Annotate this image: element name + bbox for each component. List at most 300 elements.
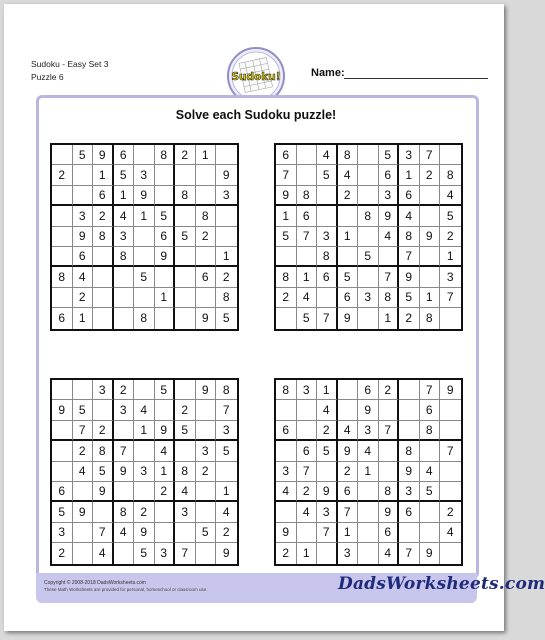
sudoku-cell[interactable]: 4 [216,502,237,522]
sudoku-cell[interactable] [196,502,217,522]
sudoku-cell[interactable]: 4 [338,421,359,441]
sudoku-cell[interactable]: 1 [73,308,94,328]
sudoku-cell[interactable] [297,421,318,441]
sudoku-cell[interactable]: 4 [276,482,297,502]
sudoku-cell[interactable]: 1 [134,206,155,226]
sudoku-cell[interactable] [216,227,237,247]
sudoku-cell[interactable]: 3 [114,400,135,420]
sudoku-cell[interactable]: 9 [52,400,73,420]
sudoku-cell[interactable] [338,400,359,420]
sudoku-cell[interactable] [420,186,441,206]
sudoku-cell[interactable]: 6 [276,145,297,165]
sudoku-cell[interactable]: 9 [155,247,176,267]
sudoku-cell[interactable] [175,247,196,267]
sudoku-cell[interactable] [73,165,94,185]
sudoku-cell[interactable] [175,267,196,287]
sudoku-cell[interactable]: 8 [93,441,114,461]
sudoku-cell[interactable]: 2 [52,543,73,563]
sudoku-cell[interactable] [358,543,379,563]
sudoku-cell[interactable]: 2 [297,482,318,502]
sudoku-cell[interactable] [52,462,73,482]
sudoku-cell[interactable]: 2 [379,380,400,400]
sudoku-cell[interactable] [155,267,176,287]
sudoku-cell[interactable]: 7 [379,267,400,287]
sudoku-cell[interactable]: 1 [216,247,237,267]
sudoku-cell[interactable]: 4 [399,206,420,226]
sudoku-cell[interactable]: 3 [276,462,297,482]
sudoku-cell[interactable]: 4 [379,227,400,247]
sudoku-cell[interactable]: 3 [297,380,318,400]
sudoku-cell[interactable] [196,165,217,185]
sudoku-cell[interactable]: 2 [196,227,217,247]
sudoku-cell[interactable]: 5 [93,462,114,482]
sudoku-cell[interactable]: 2 [216,523,237,543]
sudoku-cell[interactable]: 2 [276,543,297,563]
sudoku-cell[interactable]: 4 [379,543,400,563]
sudoku-cell[interactable] [379,462,400,482]
sudoku-cell[interactable]: 1 [399,165,420,185]
sudoku-cell[interactable] [358,165,379,185]
sudoku-cell[interactable]: 2 [276,288,297,308]
sudoku-cell[interactable]: 7 [440,288,461,308]
sudoku-cell[interactable]: 5 [73,400,94,420]
sudoku-cell[interactable]: 4 [114,206,135,226]
sudoku-cell[interactable] [93,288,114,308]
sudoku-cell[interactable]: 3 [134,462,155,482]
sudoku-cell[interactable]: 9 [317,482,338,502]
sudoku-cell[interactable]: 6 [297,206,318,226]
sudoku-cell[interactable] [114,267,135,287]
sudoku-cell[interactable] [358,186,379,206]
sudoku-cell[interactable] [297,165,318,185]
sudoku-cell[interactable]: 1 [358,462,379,482]
sudoku-cell[interactable]: 9 [73,227,94,247]
sudoku-cell[interactable]: 4 [175,482,196,502]
sudoku-cell[interactable] [440,308,461,328]
sudoku-cell[interactable]: 3 [175,502,196,522]
sudoku-cell[interactable] [379,247,400,267]
sudoku-cell[interactable] [420,502,441,522]
sudoku-cell[interactable]: 6 [276,421,297,441]
sudoku-cell[interactable]: 6 [338,482,359,502]
sudoku-cell[interactable]: 2 [175,400,196,420]
sudoku-cell[interactable]: 8 [134,308,155,328]
sudoku-cell[interactable]: 5 [317,441,338,461]
sudoku-cell[interactable] [440,482,461,502]
sudoku-cell[interactable] [155,400,176,420]
sudoku-cell[interactable] [440,400,461,420]
sudoku-cell[interactable]: 4 [114,523,135,543]
sudoku-cell[interactable]: 1 [196,145,217,165]
sudoku-cell[interactable] [175,206,196,226]
sudoku-cell[interactable]: 2 [420,165,441,185]
sudoku-cell[interactable] [52,145,73,165]
brand-logo[interactable]: DadsWorksheets.com [338,574,545,594]
sudoku-cell[interactable]: 7 [216,400,237,420]
sudoku-cell[interactable] [196,400,217,420]
sudoku-cell[interactable] [52,206,73,226]
sudoku-cell[interactable]: 8 [175,186,196,206]
sudoku-cell[interactable]: 6 [155,227,176,247]
sudoku-cell[interactable] [134,380,155,400]
sudoku-cell[interactable]: 6 [196,267,217,287]
sudoku-cell[interactable] [52,288,73,308]
sudoku-cell[interactable]: 5 [420,482,441,502]
sudoku-cell[interactable]: 3 [338,543,359,563]
sudoku-cell[interactable]: 1 [297,267,318,287]
sudoku-cell[interactable]: 6 [52,308,73,328]
sudoku-cell[interactable]: 2 [114,380,135,400]
sudoku-cell[interactable]: 5 [297,308,318,328]
sudoku-cell[interactable] [317,206,338,226]
sudoku-cell[interactable]: 2 [73,441,94,461]
sudoku-cell[interactable]: 1 [338,227,359,247]
sudoku-cell[interactable]: 8 [358,206,379,226]
sudoku-cell[interactable]: 1 [155,462,176,482]
sudoku-cell[interactable]: 4 [155,441,176,461]
sudoku-cell[interactable]: 3 [379,186,400,206]
sudoku-cell[interactable] [134,441,155,461]
sudoku-cell[interactable] [196,186,217,206]
sudoku-cell[interactable] [317,288,338,308]
sudoku-cell[interactable]: 4 [317,400,338,420]
sudoku-cell[interactable]: 7 [399,247,420,267]
sudoku-cell[interactable] [155,523,176,543]
sudoku-cell[interactable]: 6 [358,380,379,400]
sudoku-cell[interactable]: 5 [114,165,135,185]
sudoku-cell[interactable] [276,308,297,328]
sudoku-cell[interactable]: 3 [196,441,217,461]
sudoku-cell[interactable] [358,308,379,328]
sudoku-cell[interactable]: 1 [317,380,338,400]
sudoku-cell[interactable]: 5 [155,380,176,400]
sudoku-cell[interactable] [73,186,94,206]
sudoku-cell[interactable]: 9 [222,546,230,561]
sudoku-cell[interactable] [338,206,359,226]
sudoku-cell[interactable] [358,145,379,165]
sudoku-cell[interactable]: 4 [297,502,318,522]
sudoku-cell[interactable]: 8 [379,288,400,308]
sudoku-cell[interactable] [358,523,379,543]
sudoku-cell[interactable] [155,308,176,328]
sudoku-cell[interactable]: 6 [399,502,420,522]
sudoku-cell[interactable]: 2 [52,165,73,185]
sudoku-cell[interactable]: 1 [420,288,441,308]
sudoku-cell[interactable] [276,441,297,461]
sudoku-cell[interactable]: 4 [440,523,461,543]
sudoku-cell[interactable]: 7 [420,380,441,400]
sudoku-cell[interactable]: 6 [73,247,94,267]
sudoku-cell[interactable]: 2 [134,502,155,522]
sudoku-cell[interactable]: 3 [399,145,420,165]
sudoku-cell[interactable]: 9 [338,308,359,328]
sudoku-cell[interactable]: 4 [73,267,94,287]
sudoku-cell[interactable]: 7 [175,543,196,563]
sudoku-cell[interactable]: 9 [196,308,217,328]
sudoku-cell[interactable]: 3 [155,543,176,563]
sudoku-cell[interactable]: 2 [440,227,461,247]
sudoku-cell[interactable]: 3 [440,267,461,287]
sudoku-cell[interactable]: 7 [276,165,297,185]
sudoku-cell[interactable]: 8 [276,380,297,400]
sudoku-cell[interactable] [317,186,338,206]
sudoku-cell[interactable] [440,543,461,563]
sudoku-cell[interactable]: 6 [297,441,318,461]
sudoku-cell[interactable] [276,247,297,267]
sudoku-cell[interactable]: 2 [338,462,359,482]
sudoku-cell[interactable]: 8 [114,247,135,267]
sudoku-cell[interactable] [297,400,318,420]
sudoku-cell[interactable]: 8 [297,186,318,206]
sudoku-cell[interactable] [155,186,176,206]
sudoku-cell[interactable]: 2 [317,421,338,441]
sudoku-cell[interactable] [399,523,420,543]
sudoku-cell[interactable] [317,543,338,563]
sudoku-cell[interactable]: 4 [134,400,155,420]
sudoku-cell[interactable]: 5 [358,247,379,267]
sudoku-cell[interactable] [114,288,135,308]
sudoku-cell[interactable] [175,288,196,308]
sudoku-cell[interactable]: 5 [440,206,461,226]
sudoku-cell[interactable] [196,482,217,502]
sudoku-cell[interactable] [52,227,73,247]
sudoku-cell[interactable]: 9 [134,523,155,543]
sudoku-cell[interactable] [338,380,359,400]
sudoku-cell[interactable] [420,523,441,543]
sudoku-cell[interactable]: 6 [420,400,441,420]
sudoku-cell[interactable] [297,247,318,267]
sudoku-cell[interactable] [440,462,461,482]
sudoku-cell[interactable]: 9 [338,441,359,461]
sudoku-cell[interactable]: 1 [134,421,155,441]
sudoku-cell[interactable]: 8 [379,482,400,502]
sudoku-cell[interactable] [358,227,379,247]
sudoku-cell[interactable]: 9 [399,267,420,287]
sudoku-cell[interactable] [175,523,196,543]
sudoku-cell[interactable] [93,267,114,287]
sudoku-cell[interactable] [134,482,155,502]
sudoku-cell[interactable] [196,421,217,441]
sudoku-cell[interactable]: 7 [114,441,135,461]
sudoku-cell[interactable]: 7 [297,462,318,482]
sudoku-cell[interactable] [134,227,155,247]
sudoku-cell[interactable]: 1 [216,482,237,502]
sudoku-cell[interactable]: 5 [399,288,420,308]
sudoku-cell[interactable] [420,441,441,461]
sudoku-cell[interactable]: 4 [317,145,338,165]
sudoku-cell[interactable] [93,400,114,420]
sudoku-cell[interactable]: 6 [93,186,114,206]
sudoku-cell[interactable]: 5 [379,145,400,165]
sudoku-cell[interactable] [440,421,461,441]
sudoku-cell[interactable]: 8 [93,227,114,247]
sudoku-cell[interactable] [338,247,359,267]
sudoku-cell[interactable] [155,165,176,185]
sudoku-cell[interactable]: 6 [379,523,400,543]
sudoku-cell[interactable] [399,380,420,400]
sudoku-cell[interactable]: 3 [399,482,420,502]
sudoku-cell[interactable]: 7 [297,227,318,247]
sudoku-cell[interactable]: 8 [196,206,217,226]
sudoku-cell[interactable]: 1 [338,523,359,543]
sudoku-cell[interactable]: 8 [399,227,420,247]
sudoku-cell[interactable]: 8 [338,145,359,165]
sudoku-cell[interactable]: 3 [73,206,94,226]
sudoku-cell[interactable]: 5 [134,543,155,563]
sudoku-cell[interactable]: 9 [155,421,176,441]
sudoku-cell[interactable] [73,523,94,543]
sudoku-cell[interactable] [93,247,114,267]
sudoku-cell[interactable] [134,145,155,165]
sudoku-cell[interactable]: 7 [73,421,94,441]
sudoku-cell[interactable]: 4 [73,462,94,482]
sudoku-cell[interactable]: 7 [420,145,441,165]
sudoku-cell[interactable] [420,247,441,267]
sudoku-cell[interactable]: 5 [276,227,297,247]
sudoku-cell[interactable]: 2 [399,308,420,328]
sudoku-cell[interactable]: 3 [358,288,379,308]
sudoku-cell[interactable]: 8 [420,308,441,328]
sudoku-cell[interactable]: 7 [317,308,338,328]
sudoku-cell[interactable] [440,145,461,165]
sudoku-cell[interactable]: 7 [317,523,338,543]
sudoku-cell[interactable]: 4 [93,543,114,563]
sudoku-cell[interactable]: 8 [114,502,135,522]
sudoku-cell[interactable]: 7 [440,441,461,461]
sudoku-cell[interactable]: 6 [379,165,400,185]
sudoku-cell[interactable] [114,421,135,441]
sudoku-cell[interactable]: 3 [317,227,338,247]
sudoku-cell[interactable]: 9 [379,502,400,522]
sudoku-cell[interactable]: 5 [216,441,237,461]
name-line[interactable] [344,78,488,79]
sudoku-cell[interactable]: 7 [93,523,114,543]
sudoku-cell[interactable]: 3 [317,502,338,522]
sudoku-cell[interactable]: 8 [216,288,237,308]
sudoku-cell[interactable]: 1 [114,186,135,206]
sudoku-cell[interactable]: 2 [73,288,94,308]
sudoku-cell[interactable] [358,482,379,502]
sudoku-cell[interactable] [73,380,94,400]
sudoku-cell[interactable] [155,502,176,522]
sudoku-cell[interactable] [175,380,196,400]
sudoku-cell[interactable] [358,502,379,522]
sudoku-cell[interactable]: 5 [134,267,155,287]
sudoku-cell[interactable]: 1 [276,206,297,226]
sudoku-cell[interactable] [52,186,73,206]
sudoku-cell[interactable]: 5 [222,311,230,326]
sudoku-cell[interactable]: 9 [276,523,297,543]
sudoku-cell[interactable] [114,308,135,328]
sudoku-cell[interactable]: 7 [379,421,400,441]
sudoku-cell[interactable]: 6 [52,482,73,502]
sudoku-cell[interactable]: 4 [420,462,441,482]
sudoku-cell[interactable] [175,308,196,328]
sudoku-cell[interactable] [379,441,400,461]
sudoku-cell[interactable]: 4 [440,186,461,206]
sudoku-cell[interactable] [196,247,217,267]
sudoku-cell[interactable]: 5 [317,165,338,185]
sudoku-cell[interactable]: 4 [338,165,359,185]
sudoku-cell[interactable]: 9 [93,482,114,502]
sudoku-cell[interactable] [52,421,73,441]
sudoku-cell[interactable]: 4 [297,288,318,308]
sudoku-cell[interactable]: 2 [155,482,176,502]
sudoku-cell[interactable]: 9 [134,186,155,206]
sudoku-cell[interactable]: 7 [399,543,420,563]
sudoku-cell[interactable]: 8 [420,421,441,441]
sudoku-cell[interactable]: 2 [93,206,114,226]
sudoku-cell[interactable] [216,206,237,226]
sudoku-cell[interactable]: 9 [216,165,237,185]
sudoku-cell[interactable]: 3 [52,523,73,543]
sudoku-cell[interactable] [276,400,297,420]
sudoku-cell[interactable]: 9 [114,462,135,482]
sudoku-cell[interactable]: 1 [297,543,318,563]
sudoku-cell[interactable]: 5 [338,267,359,287]
sudoku-cell[interactable]: 8 [276,267,297,287]
sudoku-cell[interactable]: 2 [440,502,461,522]
sudoku-cell[interactable]: 3 [216,186,237,206]
sudoku-cell[interactable] [297,523,318,543]
sudoku-cell[interactable] [420,206,441,226]
sudoku-cell[interactable] [297,145,318,165]
sudoku-cell[interactable] [399,421,420,441]
sudoku-cell[interactable] [379,400,400,420]
sudoku-cell[interactable]: 9 [440,380,461,400]
sudoku-cell[interactable] [276,502,297,522]
sudoku-cell[interactable] [399,400,420,420]
sudoku-cell[interactable]: 2 [196,462,217,482]
sudoku-cell[interactable]: 2 [93,421,114,441]
sudoku-cell[interactable]: 5 [175,227,196,247]
sudoku-cell[interactable]: 9 [379,206,400,226]
sudoku-cell[interactable]: 6 [338,288,359,308]
sudoku-cell[interactable] [196,543,217,563]
sudoku-cell[interactable]: 8 [399,441,420,461]
sudoku-cell[interactable] [114,482,135,502]
sudoku-cell[interactable]: 8 [317,247,338,267]
sudoku-cell[interactable]: 3 [93,380,114,400]
sudoku-cell[interactable] [52,380,73,400]
sudoku-cell[interactable]: 7 [338,502,359,522]
sudoku-cell[interactable] [420,267,441,287]
sudoku-cell[interactable] [73,482,94,502]
sudoku-cell[interactable]: 2 [216,267,237,287]
sudoku-cell[interactable]: 1 [155,288,176,308]
sudoku-cell[interactable]: 2 [175,145,196,165]
sudoku-cell[interactable] [317,462,338,482]
sudoku-cell[interactable]: 6 [317,267,338,287]
sudoku-cell[interactable] [93,502,114,522]
sudoku-cell[interactable]: 3 [216,421,237,441]
sudoku-cell[interactable]: 5 [196,523,217,543]
sudoku-cell[interactable]: 9 [420,543,441,563]
sudoku-cell[interactable]: 6 [114,145,135,165]
sudoku-cell[interactable]: 8 [440,165,461,185]
sudoku-cell[interactable]: 8 [52,267,73,287]
sudoku-cell[interactable]: 4 [358,441,379,461]
sudoku-cell[interactable] [216,462,237,482]
sudoku-cell[interactable]: 5 [155,206,176,226]
sudoku-cell[interactable]: 1 [379,308,400,328]
sudoku-cell[interactable] [52,247,73,267]
sudoku-cell[interactable]: 9 [358,400,379,420]
sudoku-cell[interactable]: 9 [196,380,217,400]
sudoku-cell[interactable]: 8 [155,145,176,165]
sudoku-cell[interactable] [73,543,94,563]
sudoku-cell[interactable]: 9 [276,186,297,206]
